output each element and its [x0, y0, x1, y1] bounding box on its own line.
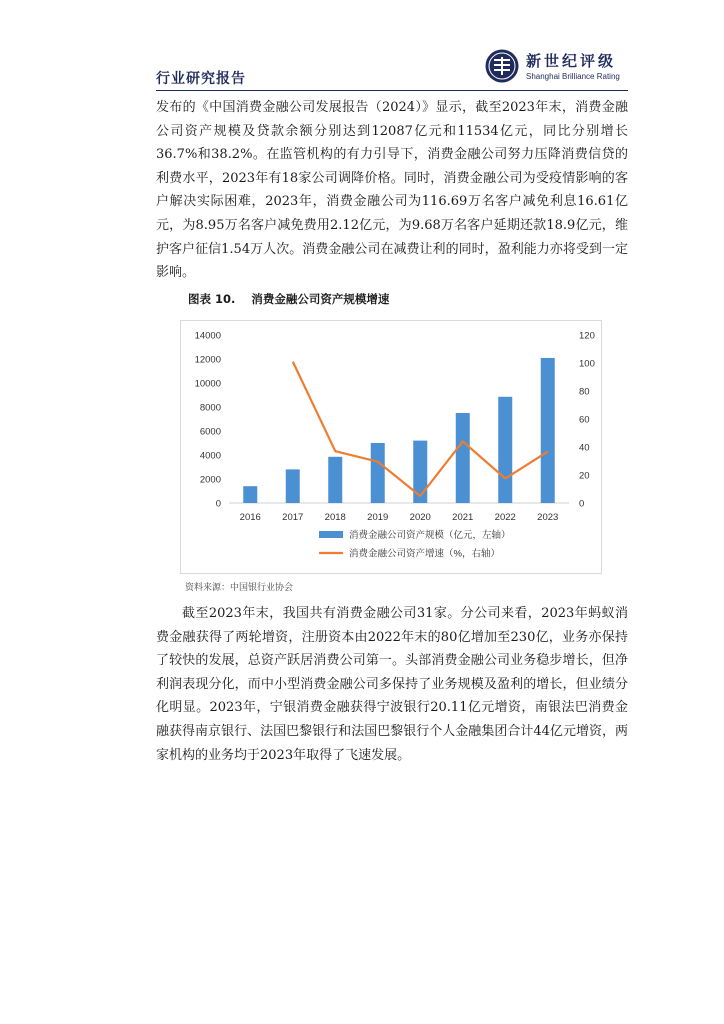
legend-bar-swatch [319, 531, 343, 538]
right-axis-tick-label: 120 [579, 330, 595, 342]
figure-number: 图表 10. [188, 292, 236, 306]
legend-bar-label: 消费金融公司资产规模（亿元，左轴） [349, 530, 511, 541]
asset-size-bar [286, 469, 300, 503]
left-axis-tick-label: 8000 [199, 402, 221, 414]
left-axis-tick-label: 10000 [194, 378, 221, 390]
x-axis-tick-label: 2016 [239, 512, 261, 523]
asset-size-bar [498, 397, 512, 503]
right-axis-tick-label: 60 [579, 414, 590, 426]
body-paragraph-2: 截至2023年末，我国共有消费金融公司31家。分公司来看，2023年蚂蚁消费金融获得了两轮增资，注册资本由2022年末的80亿增加至230亿，业务亦保持了较快的发展，总资产跃居消费公司第一。头部消费金融公司业务稳步增长，但净利润表现分化，而中小型消费金融公司多保持了业务规模及盈利的增长，但业绩分化明显。2023年，宁银消费金融获得宁波银行20.11亿元增资，南银法巴消费金融获得南京银行、法国巴黎银行和法国巴黎银行个人金融集团合计44亿元增资，两家机构的业务均于2023年取得了飞速发展。 [156, 606, 628, 763]
left-axis-tick-label: 2000 [199, 474, 221, 486]
x-axis-tick-label: 2020 [409, 512, 431, 523]
figure-title: 消费金融公司资产规模增速 [251, 292, 390, 306]
legend-line-label: 消费金融公司资产增速（%，右轴） [349, 548, 500, 560]
figure-caption [188, 291, 389, 307]
asset-size-bar [243, 486, 257, 503]
figure-source: 资料来源：中国银行业协会 [185, 583, 294, 593]
x-axis-tick-label: 2021 [452, 512, 474, 523]
asset-size-bar [371, 443, 385, 503]
x-axis-tick-label: 2018 [324, 512, 346, 523]
logo-chinese-name: 新世纪评级 [526, 52, 617, 70]
header-divider [156, 90, 628, 91]
right-axis-tick-label: 80 [579, 386, 590, 398]
asset-size-bar [456, 413, 470, 503]
right-axis-tick-label: 40 [579, 442, 590, 454]
x-axis-tick-label: 2022 [494, 512, 516, 523]
logo-english-name: Shanghai Brilliance Rating [526, 72, 620, 81]
left-axis-tick-label: 6000 [199, 426, 221, 438]
left-axis-tick-label: 0 [215, 498, 221, 510]
rating-logo-icon [484, 48, 520, 84]
right-axis-tick-label: 20 [579, 470, 590, 482]
x-axis-tick-label: 2023 [537, 512, 559, 523]
asset-size-bar [413, 441, 427, 503]
right-axis-tick-label: 0 [579, 498, 585, 510]
body-paragraph-1: 发布的《中国消费金融公司发展报告（2024）》显示，截至2023年末，消费金融公司资产规模及贷款余额分别达到12087亿元和11534亿元，同比分别增长36.7%和38.2%。在监管机构的有力引导下，消费金融公司努力压降消费信贷的利费水平，2023年有18家公司调降价格。同时，消费金融公司为受疫情影响的客户解决实际困难，2023年，消费金融公司为116.69万名客户减免利息16.61亿元，为8.95万名客户减免费用2.12亿元，为9.68万名客户延期还款18.9亿元，维护客户征信1.54万人次。消费金融公司在减费让利的同时，盈利能力亦将受到一定影响。 [156, 100, 628, 281]
x-axis-tick-label: 2017 [282, 512, 304, 523]
x-axis-tick-label: 2019 [367, 512, 389, 523]
asset-size-bar [328, 457, 342, 503]
asset-growth-chart [181, 321, 601, 573]
report-type-label: 行业研究报告 [156, 71, 246, 87]
asset-size-bar [541, 358, 555, 503]
right-axis-tick-label: 100 [579, 358, 595, 370]
left-axis-tick-label: 4000 [199, 450, 221, 462]
left-axis-tick-label: 12000 [194, 354, 221, 366]
chart-container [180, 320, 602, 574]
page-header [156, 48, 628, 90]
left-axis-tick-label: 14000 [194, 330, 221, 342]
